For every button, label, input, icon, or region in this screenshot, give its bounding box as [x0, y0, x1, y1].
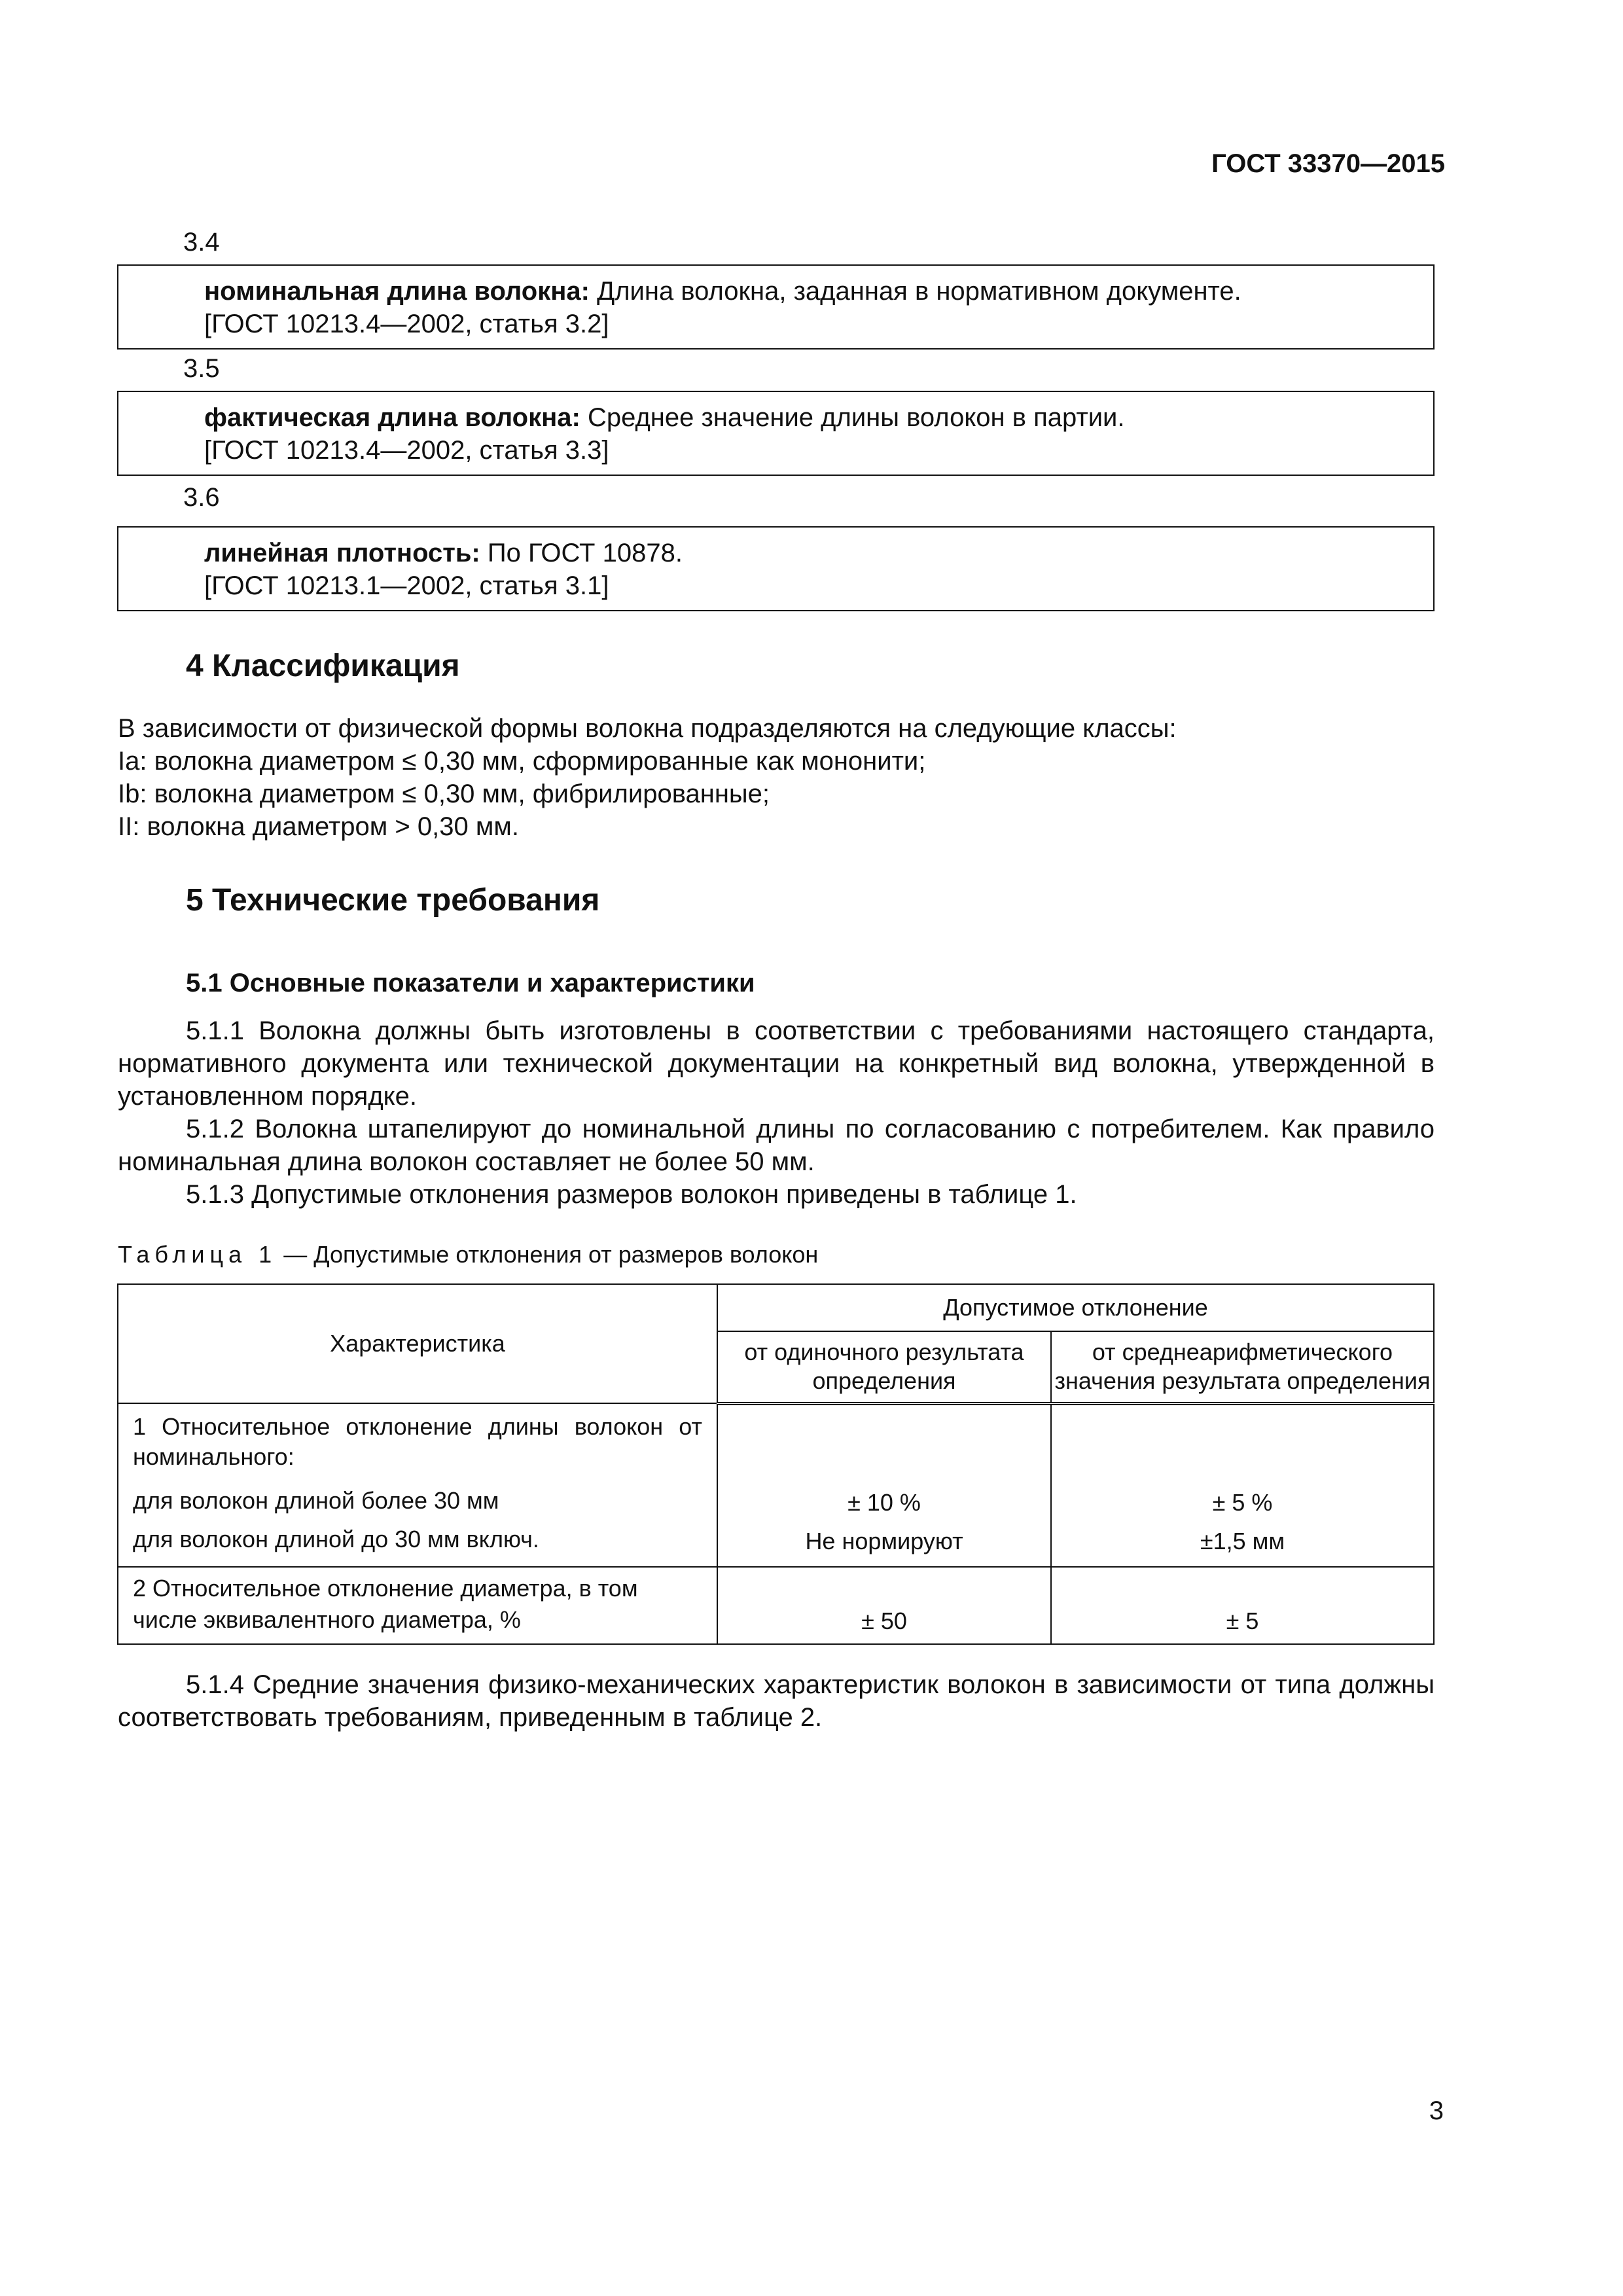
page-number: 3 [1429, 2096, 1444, 2125]
term-definition: Длина волокна, заданная в нормативном документе. [589, 277, 1241, 306]
term-number: 3.5 [183, 354, 220, 383]
term-number: 3.4 [183, 228, 220, 257]
term-source: [ГОСТ 10213.4—2002, статья 3.2] [204, 310, 609, 338]
row1-mean [1051, 1403, 1434, 1567]
row1-mean-2: ±1,5 мм [1200, 1527, 1285, 1554]
row1-characteristic [118, 1403, 717, 1567]
list-intro: В зависимости от физической формы волокна подразделяются на следующие классы: [118, 714, 1177, 743]
paragraph-5-1-2: 5.1.2 Волокна штапелируют до номинальной длины по согласованию с потребителем. Как правило номинальная длина волокон составляет не более 50 мм. [118, 1115, 1435, 1176]
term-box [117, 264, 1435, 350]
row2-characteristic: 2 Относительное отклонение диаметра, в том числе эквивалентного диаметра, % [118, 1567, 717, 1644]
row1-sub2: для волокон длиной до 30 мм включ. [133, 1526, 539, 1552]
term-source: [ГОСТ 10213.1—2002, статья 3.1] [204, 571, 609, 600]
row1-single-2: Не нормируют [805, 1527, 963, 1554]
term-number: 3.6 [183, 483, 220, 512]
requirements-text [118, 1014, 1435, 1211]
term-line [204, 537, 1407, 569]
row1-sub1: для волокон длиной более 30 мм [133, 1487, 499, 1514]
list-item: Ia: волокна диаметром ≤ 0,30 мм, сформированные как мононити; [118, 747, 926, 776]
table-row [118, 1403, 1434, 1567]
term-box [117, 526, 1435, 611]
paragraph-5-1-4: 5.1.4 Средние значения физико-механических характеристик волокон в зависимости от типа должны соответствовать требованиям, приведенным в таблице 2. [118, 1670, 1435, 1732]
header-deviation: Допустимое отклонение [717, 1284, 1434, 1331]
row1-title: 1 Относительное отклонение длины волокон от номинального: [133, 1413, 702, 1470]
section-heading: 4 Классификация [186, 649, 460, 683]
table-caption [118, 1241, 818, 1268]
header-single-result: от одиночного результата определения [717, 1331, 1051, 1403]
term-name: фактическая длина волокна: [204, 403, 580, 432]
document-code: ГОСТ 33370—2015 [1211, 149, 1445, 178]
requirements-text-continued [118, 1668, 1435, 1734]
paragraph-5-1-3: 5.1.3 Допустимые отклонения размеров волокон приведены в таблице 1. [186, 1180, 1077, 1209]
table-caption-text: — Допустимые отклонения от размеров волокон [277, 1241, 819, 1268]
deviation-table [117, 1283, 1435, 1645]
row1-single-1: ± 10 % [847, 1488, 921, 1516]
table-caption-label: Таблица 1 [118, 1241, 277, 1268]
subsection-heading: 5.1 Основные показатели и характеристики [186, 969, 755, 997]
term-name: номинальная длина волокна: [204, 277, 590, 306]
header-characteristic: Характеристика [118, 1284, 717, 1403]
paragraph-5-1-1: 5.1.1 Волокна должны быть изготовлены в соответствии с требованиями настоящего стандарта, нормативного документа или технической документации на конкретный вид волокна, утвержденной в установленном порядке. [118, 1016, 1435, 1111]
row2-single: ± 50 [717, 1567, 1051, 1644]
row2-mean: ± 5 [1051, 1567, 1434, 1644]
term-definition: Среднее значение длины волокон в партии. [580, 403, 1125, 432]
classification-list [118, 712, 1435, 843]
term-source: [ГОСТ 10213.4—2002, статья 3.3] [204, 436, 609, 465]
term-line [204, 275, 1407, 308]
term-box [117, 391, 1435, 476]
header-mean-result: от среднеарифметического значения результата определения [1051, 1331, 1434, 1403]
table-row [118, 1567, 1434, 1644]
term-line [204, 401, 1407, 434]
row1-mean-1: ± 5 % [1212, 1488, 1273, 1516]
list-item: II: волокна диаметром > 0,30 мм. [118, 812, 519, 841]
row1-single [717, 1403, 1051, 1567]
term-definition: По ГОСТ 10878. [480, 539, 683, 567]
term-name: линейная плотность: [204, 539, 480, 567]
section-heading: 5 Технические требования [186, 883, 600, 918]
list-item: Ib: волокна диаметром ≤ 0,30 мм, фибрилированные; [118, 780, 770, 808]
